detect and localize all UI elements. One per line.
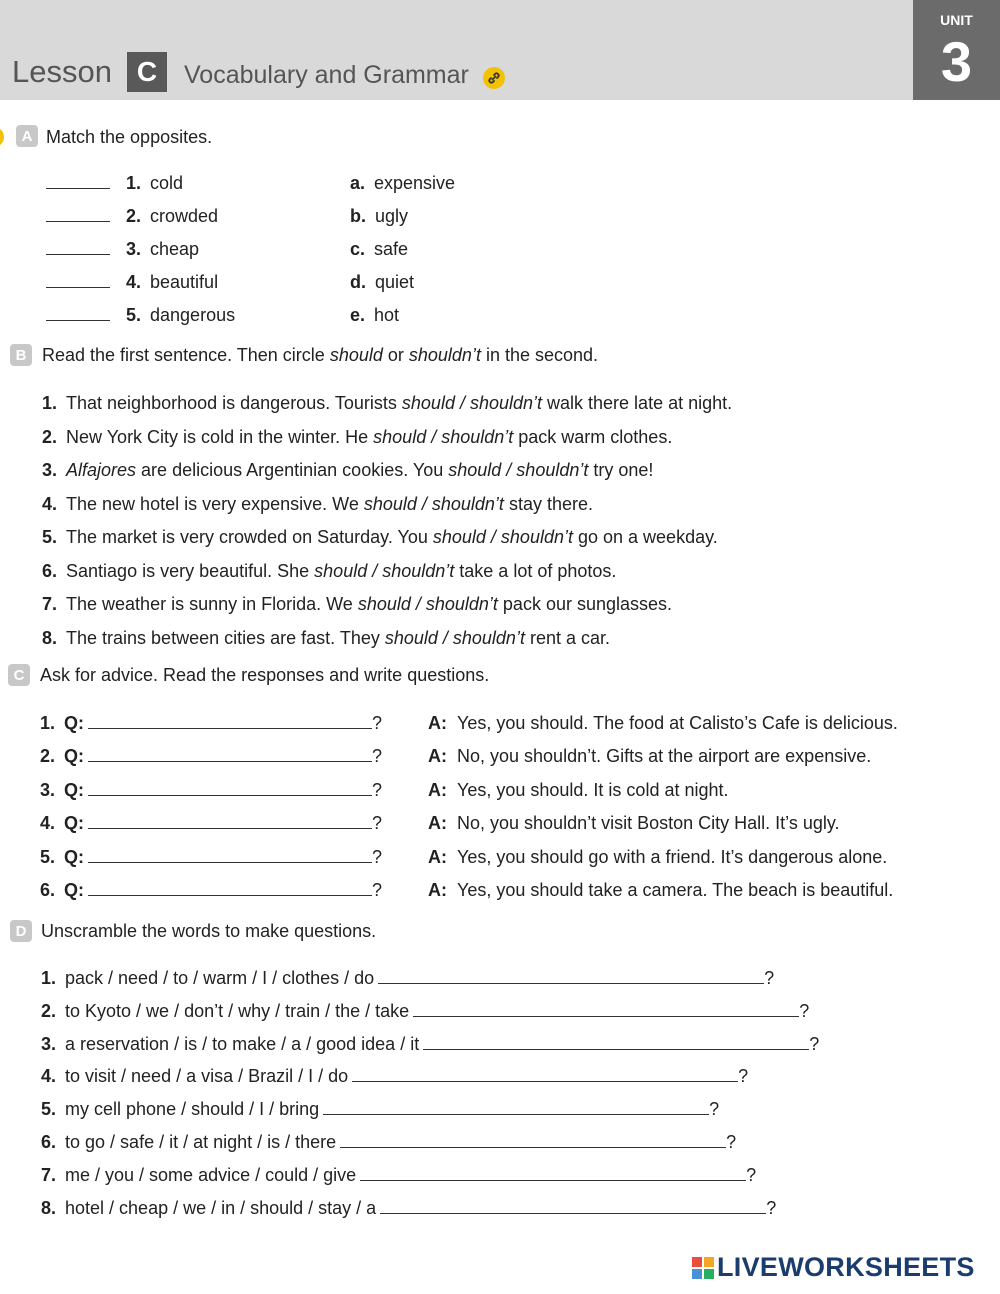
item-number: 3. <box>40 779 56 800</box>
question-input-line[interactable] <box>88 714 372 729</box>
question-row <box>40 780 382 801</box>
lesson-letter-badge: C <box>127 52 167 92</box>
a-label: A: <box>428 813 447 834</box>
unit-label: UNIT <box>940 12 973 28</box>
sentence-item <box>42 460 653 481</box>
logo-text: LIVEWORKSHEETS <box>717 1252 975 1282</box>
match-right-item <box>350 173 455 194</box>
item-word: cheap <box>150 239 200 259</box>
match-left-item <box>46 305 235 326</box>
section-a-title: Match the opposites. <box>46 127 213 147</box>
answer-row <box>428 880 893 901</box>
lesson-header <box>0 0 1000 100</box>
sentence-start: New York City is cold in the winter. He <box>66 426 374 447</box>
answer-row <box>428 713 898 734</box>
question-input-line[interactable] <box>88 814 372 829</box>
item-number: 6. <box>42 560 58 581</box>
question-mark: ? <box>726 1132 737 1152</box>
item-letter: c. <box>350 239 366 259</box>
answer-input-line[interactable] <box>352 1067 738 1082</box>
should-choice[interactable]: should / shouldn’t <box>314 560 455 581</box>
sentence-start: That neighborhood is dangerous. Tourists <box>66 393 402 413</box>
item-number: 3. <box>41 1033 57 1054</box>
answer-input-line[interactable] <box>360 1166 746 1181</box>
answer-input-line[interactable] <box>380 1199 766 1214</box>
should-choice[interactable]: should / shouldn’t <box>373 426 514 447</box>
sentence-start: are delicious Argentinian cookies. You <box>136 460 449 480</box>
section-c-title: Ask for advice. Read the responses and write questions. <box>40 665 490 685</box>
a-label: A: <box>428 779 447 800</box>
logo-square <box>704 1257 714 1267</box>
item-number: 4. <box>126 272 142 292</box>
section-b-badge: B <box>10 344 32 366</box>
answer-row <box>428 813 840 834</box>
scrambled-words: to visit / need / a visa / Brazil / I / do <box>65 1066 349 1087</box>
answer-row <box>428 847 887 868</box>
section-c-badge: C <box>8 664 30 686</box>
item-number: 1. <box>41 968 57 988</box>
should-choice[interactable]: should / shouldn’t <box>384 627 525 648</box>
sentence-end: pack our sunglasses. <box>497 594 673 614</box>
question-row <box>40 847 382 868</box>
a-label: A: <box>428 880 447 900</box>
q-label: Q: <box>64 880 85 900</box>
logo-square <box>704 1269 714 1279</box>
question-row <box>40 813 382 834</box>
item-number: 8. <box>41 1197 57 1218</box>
item-word: expensive <box>374 173 456 193</box>
unscramble-item <box>41 1132 736 1153</box>
should-choice[interactable]: should / shouldn’t <box>357 594 498 614</box>
sentence-end: rent a car. <box>524 627 610 648</box>
question-mark: ? <box>709 1099 720 1120</box>
question-mark: ? <box>372 746 383 767</box>
question-input-line[interactable] <box>88 747 372 762</box>
italic-word: Alfajores <box>66 460 137 480</box>
answer-input-line[interactable] <box>340 1133 726 1148</box>
should-choice[interactable]: should / shouldn’t <box>401 393 543 413</box>
item-letter: e. <box>350 305 366 325</box>
item-number: 1. <box>40 713 56 733</box>
answer-blank[interactable] <box>46 187 110 189</box>
match-right-item <box>350 206 408 227</box>
match-left-item <box>46 173 183 194</box>
sentence-end: go on a weekday. <box>572 527 718 547</box>
answer-row <box>428 780 729 801</box>
item-number: 8. <box>42 627 58 648</box>
answer-text: No, you shouldn’t. Gifts at the airport are expensive. <box>457 746 872 767</box>
answer-text: Yes, you should. The food at Calisto’s Cafe is delicious. <box>457 713 898 733</box>
item-number: 5. <box>42 527 58 547</box>
sentence-end: try one! <box>588 460 654 480</box>
unit-badge <box>913 0 1000 100</box>
question-mark: ? <box>799 1000 810 1021</box>
sentence-end: walk there late at night. <box>542 393 733 413</box>
sentence-start: The weather is sunny in Florida. We <box>66 594 358 614</box>
sentence-start: The trains between cities are fast. They <box>66 627 385 648</box>
sentence-end: pack warm clothes. <box>513 426 673 447</box>
question-input-line[interactable] <box>88 881 372 896</box>
q-label: Q: <box>64 713 85 733</box>
question-mark: ? <box>372 813 383 834</box>
section-d-title: Unscramble the words to make questions. <box>41 921 377 941</box>
logo-mark-icon <box>692 1257 714 1279</box>
lesson-label: Lesson <box>12 54 112 89</box>
sentence-item <box>42 393 732 414</box>
a-label: A: <box>428 846 447 867</box>
question-input-line[interactable] <box>88 781 372 796</box>
answer-blank[interactable] <box>46 319 110 321</box>
sentence-start: The new hotel is very expensive. We <box>66 493 364 514</box>
question-mark: ? <box>809 1033 820 1054</box>
unscramble-item <box>41 1165 756 1186</box>
match-right-item <box>350 305 399 326</box>
item-letter: d. <box>350 272 366 292</box>
scrambled-words: me / you / some advice / could / give <box>65 1164 357 1185</box>
answer-blank[interactable] <box>46 286 110 288</box>
question-mark: ? <box>764 968 775 988</box>
scrambled-words: my cell phone / should / I / bring <box>65 1099 320 1120</box>
scrambled-words: to Kyoto / we / don’t / why / train / the / take <box>65 1000 410 1021</box>
q-label: Q: <box>64 746 85 767</box>
section-marker <box>0 127 4 147</box>
q-label: Q: <box>64 813 85 834</box>
item-number: 4. <box>40 813 56 834</box>
answer-text: Yes, you should go with a friend. It’s dangerous alone. <box>457 846 888 867</box>
question-mark: ? <box>738 1066 749 1087</box>
q-label: Q: <box>64 846 85 867</box>
lesson-title: Vocabulary and Grammar <box>184 61 469 89</box>
section-d-badge: D <box>10 920 32 942</box>
scrambled-words: a reservation / is / to make / a / good idea / it <box>65 1033 420 1054</box>
item-word: hot <box>374 305 400 325</box>
item-number: 2. <box>126 206 142 226</box>
item-number: 5. <box>40 846 56 867</box>
unscramble-item <box>41 1001 809 1022</box>
sentence-item <box>42 628 610 649</box>
answer-text: Yes, you should. It is cold at night. <box>457 779 729 800</box>
match-right-item <box>350 239 408 260</box>
question-mark: ? <box>746 1164 757 1185</box>
item-number: 4. <box>41 1066 57 1087</box>
a-label: A: <box>428 746 447 767</box>
item-number: 2. <box>41 1000 57 1021</box>
section-a-badge: A <box>16 125 38 147</box>
answer-text: No, you shouldn’t visit Boston City Hall. It’s ugly. <box>457 813 840 834</box>
item-number: 5. <box>126 305 142 325</box>
scrambled-words: to go / safe / it / at night / is / there <box>65 1132 337 1152</box>
item-word: ugly <box>375 206 409 226</box>
item-number: 3. <box>126 239 142 259</box>
answer-blank[interactable] <box>46 253 110 255</box>
item-number: 2. <box>42 426 58 447</box>
section-b-title: Read the first sentence. Then circle should or shouldn’t in the second. <box>42 345 599 365</box>
unscramble-item <box>41 1099 719 1120</box>
question-mark: ? <box>372 880 383 900</box>
unit-number: 3 <box>940 30 973 93</box>
question-mark: ? <box>372 846 383 867</box>
sentence-end: stay there. <box>503 493 593 514</box>
question-row <box>40 880 382 901</box>
unscramble-item <box>41 1034 819 1055</box>
item-number: 1. <box>126 173 142 193</box>
sentence-end: take a lot of photos. <box>454 560 617 581</box>
answer-input-line[interactable] <box>423 1035 809 1050</box>
unscramble-item <box>41 1066 748 1087</box>
answer-input-line[interactable] <box>323 1100 709 1115</box>
answer-row <box>428 746 871 767</box>
item-number: 7. <box>41 1164 57 1185</box>
link-icon[interactable] <box>482 66 506 90</box>
question-row <box>40 746 382 767</box>
sentence-item <box>42 427 672 448</box>
should-choice[interactable]: should / shouldn’t <box>432 527 573 547</box>
should-choice[interactable]: should / shouldn’t <box>363 493 504 514</box>
sentence-start: The market is very crowded on Saturday. You <box>66 527 433 547</box>
match-right-item <box>350 272 414 293</box>
question-mark: ? <box>766 1197 777 1218</box>
logo-square <box>692 1269 702 1279</box>
item-number: 3. <box>42 460 58 480</box>
item-word: dangerous <box>150 305 236 325</box>
match-left-item <box>46 206 218 227</box>
scrambled-words: hotel / cheap / we / in / should / stay / a <box>65 1197 377 1218</box>
item-number: 6. <box>41 1132 57 1152</box>
match-left-item <box>46 239 199 260</box>
item-number: 6. <box>40 880 56 900</box>
item-word: quiet <box>375 272 415 292</box>
logo-square <box>692 1257 702 1267</box>
unscramble-item <box>41 1198 776 1219</box>
sentence-item <box>42 594 672 615</box>
item-number: 2. <box>40 746 56 767</box>
item-number: 5. <box>41 1099 57 1120</box>
question-mark: ? <box>372 713 383 733</box>
item-letter: a. <box>350 173 366 193</box>
item-number: 4. <box>42 493 58 514</box>
item-letter: b. <box>350 206 366 226</box>
question-input-line[interactable] <box>88 848 372 863</box>
match-left-item <box>46 272 218 293</box>
sentence-item <box>42 494 593 515</box>
liveworksheets-logo <box>692 1252 975 1283</box>
answer-blank[interactable] <box>46 220 110 222</box>
sentence-item <box>42 527 718 548</box>
unscramble-item <box>41 968 774 989</box>
sentence-start: Santiago is very beautiful. She <box>66 560 315 581</box>
item-word: cold <box>150 173 184 193</box>
answer-input-line[interactable] <box>413 1002 799 1017</box>
item-word: beautiful <box>150 272 219 292</box>
item-word: crowded <box>150 206 219 226</box>
scrambled-words: pack / need / to / warm / I / clothes / do <box>65 968 375 988</box>
question-row <box>40 713 382 734</box>
answer-text: Yes, you should take a camera. The beach is beautiful. <box>457 880 894 900</box>
a-label: A: <box>428 713 447 733</box>
question-mark: ? <box>372 779 383 800</box>
item-number: 7. <box>42 594 58 614</box>
sentence-item <box>42 561 616 582</box>
item-word: safe <box>374 239 409 259</box>
item-number: 1. <box>42 393 58 413</box>
answer-input-line[interactable] <box>378 969 764 984</box>
q-label: Q: <box>64 779 85 800</box>
should-choice[interactable]: should / shouldn’t <box>448 460 589 480</box>
